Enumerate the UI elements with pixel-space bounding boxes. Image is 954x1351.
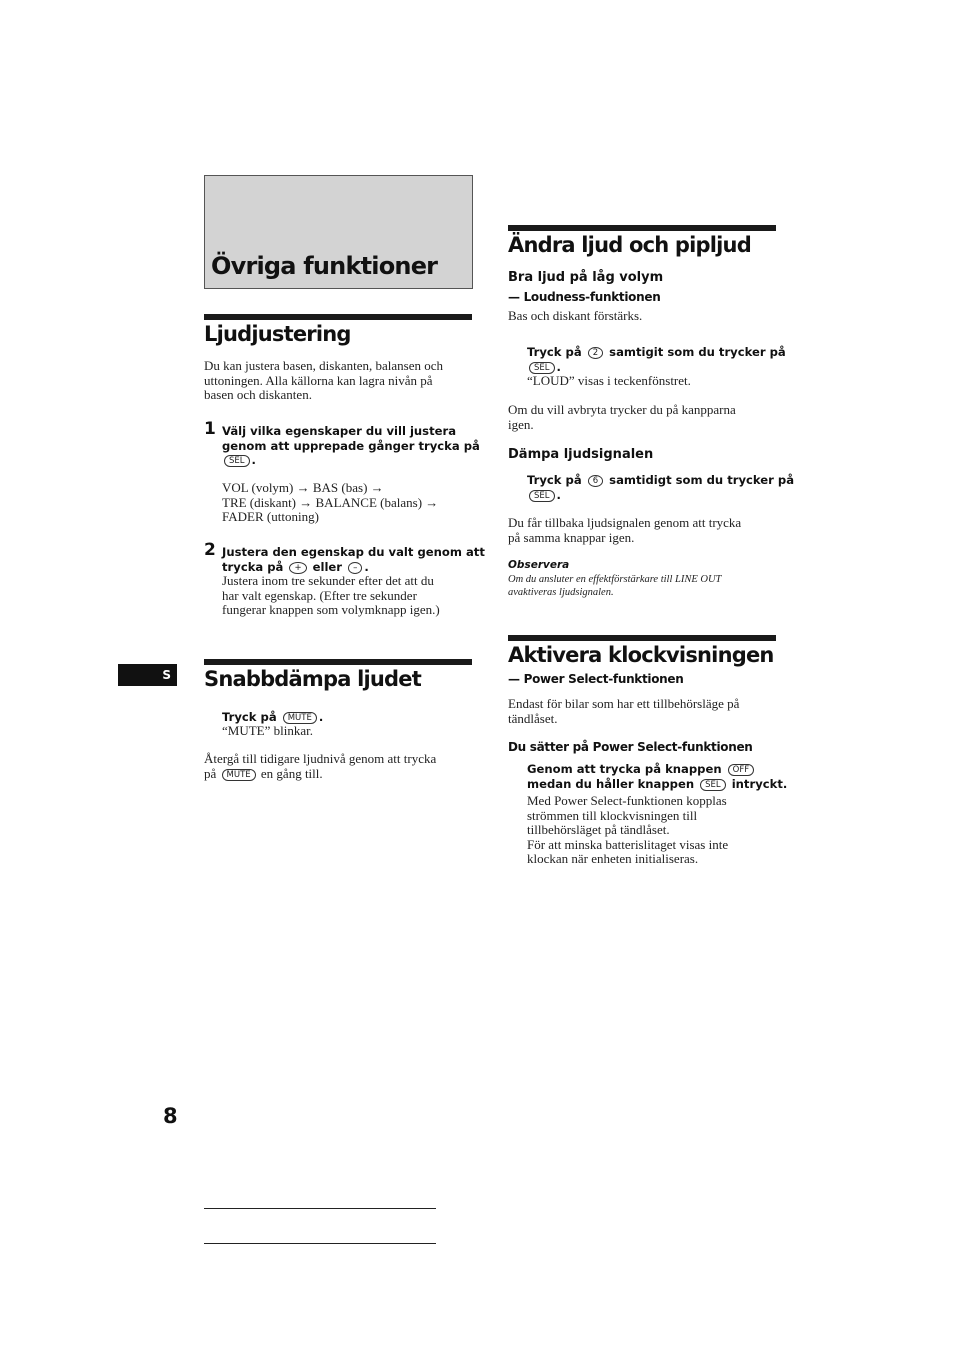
- loudness-text: Bas och diskant förstärks.: [508, 308, 643, 323]
- arrow-right-icon: →: [296, 480, 310, 495]
- sel-button[interactable]: SEL: [224, 455, 250, 467]
- text-span: en gång till.: [260, 765, 323, 781]
- text-line: [527, 345, 786, 360]
- text-line: SEL .: [527, 488, 794, 503]
- section-rule: [204, 314, 472, 320]
- text-line: Du får tillbaka ljudsignalen genom att trycka: [508, 515, 742, 530]
- button-6[interactable]: 6: [588, 475, 603, 487]
- text-span: Tryck på: [527, 345, 582, 359]
- heading-andra-ljud: Ändra ljud och pipljud: [508, 233, 751, 257]
- power-select-body: [527, 794, 728, 867]
- sel-button[interactable]: SEL: [700, 779, 726, 791]
- text-line: SEL .: [527, 360, 786, 375]
- text-line: strömmen till klockvisningen till: [527, 807, 698, 823]
- note-text: [508, 573, 721, 599]
- loudness-instruction: [527, 345, 786, 374]
- text-span: Genom att trycka på knappen: [527, 762, 722, 776]
- mute-para: [204, 752, 436, 781]
- sel-button[interactable]: SEL: [529, 362, 555, 374]
- subheading-dampa: Dämpa ljudsignalen: [508, 447, 654, 462]
- heading-ljudjustering: Ljudjustering: [204, 322, 351, 346]
- mute-text: “MUTE” blinkar.: [222, 723, 313, 738]
- text-line: genom att upprepade gånger trycka på: [222, 438, 480, 453]
- text-line: SEL .: [222, 453, 480, 468]
- step2-text: [222, 574, 440, 618]
- loudness-cancel: [508, 403, 736, 432]
- text-span: intryckt.: [731, 776, 788, 791]
- text-line: För att minska batterislitaget visas inte: [527, 836, 729, 852]
- subheading-power-select-on: Du sätter på Power Select-funktionen: [508, 740, 753, 754]
- text-span: Tryck på: [222, 710, 277, 724]
- text-line: [527, 777, 787, 792]
- section-rule: [204, 659, 472, 665]
- text-line: Justera den egenskap du valt genom att: [222, 545, 485, 559]
- subheading-loudness: Bra ljud på låg volym: [508, 270, 664, 285]
- seq-item: FADER (uttoning): [222, 509, 319, 525]
- loudness-result: “LOUD” visas i teckenfönstret.: [527, 373, 691, 388]
- minus-button[interactable]: –: [348, 562, 362, 574]
- sequence-line: [222, 496, 438, 511]
- text-line: klockan när enheten initialiseras.: [527, 851, 699, 867]
- step-number: 1: [204, 419, 216, 439]
- text-line: uttoningen. Alla källorna kan lagra nivån på: [204, 372, 433, 388]
- seq-item: BAS (bas): [312, 480, 368, 495]
- text-span: på: [204, 765, 217, 781]
- text-span: Tryck på: [527, 473, 582, 487]
- button-2[interactable]: 2: [588, 347, 603, 359]
- heading-aktivera: Aktivera klockvisningen: [508, 643, 774, 667]
- mute-instruction: Tryck på MUTE .: [222, 710, 324, 724]
- text-line: trycka på + eller – .: [222, 559, 369, 574]
- text-line: avaktiveras ljudsignalen.: [508, 587, 614, 598]
- arrow-right-icon: →: [370, 480, 384, 495]
- seq-item: BALANCE (balans): [315, 494, 423, 510]
- text-span: eller: [312, 559, 343, 574]
- text-line: Justera inom tre sekunder efter det att du: [222, 573, 434, 588]
- note-title: Observera: [508, 559, 570, 571]
- text-line: Återgå till tidigare ljudnivå genom att trycka: [204, 751, 437, 766]
- section-rule: [508, 225, 776, 231]
- sel-button[interactable]: SEL: [529, 490, 555, 502]
- text-line: Om du vill avbryta trycker du på kanpparna: [508, 402, 736, 417]
- step1-instruction: [222, 424, 480, 468]
- plus-button[interactable]: +: [289, 562, 306, 574]
- section-rule: [508, 635, 776, 641]
- text-line: har valt egenskap. (Efter tre sekunder: [222, 587, 417, 603]
- text-line: Med Power Select-funktionen kopplas: [527, 793, 727, 808]
- seq-item: VOL (volym): [222, 480, 294, 495]
- step2-instruction: [222, 545, 485, 574]
- tab-label: S: [162, 668, 171, 682]
- power-select-instruction: [527, 762, 787, 791]
- dampa-text: [508, 516, 741, 545]
- text-line: Du kan justera basen, diskanten, balansen och: [204, 358, 443, 373]
- mute-button[interactable]: MUTE: [283, 712, 317, 724]
- text-line: Välj vilka egenskaper du vill justera: [222, 424, 457, 438]
- text-line: igen.: [508, 416, 534, 432]
- text-span: samtigit som du trycker på: [609, 345, 786, 359]
- heading-snabbdampa: Snabbdämpa ljudet: [204, 667, 421, 691]
- text-line: tändlåset.: [508, 710, 558, 726]
- text-span: samtidigt som du trycker på: [609, 473, 795, 487]
- text-line: Endast för bilar som har ett tillbehörsläge på: [508, 696, 740, 711]
- sequence-line: [222, 481, 438, 496]
- step-number: 2: [204, 540, 216, 560]
- text-line: basen och diskanten.: [204, 387, 312, 403]
- ljud-intro: [204, 359, 443, 403]
- text-line: Om du ansluter en effektförstärkare till LINE OUT: [508, 574, 722, 585]
- page-title: Övriga funktioner: [211, 252, 438, 280]
- text-line: [527, 473, 794, 488]
- language-tab: [118, 664, 177, 686]
- dampa-instruction: [527, 473, 794, 502]
- footer-line: [204, 1208, 436, 1209]
- text-span: trycka på: [222, 559, 284, 574]
- text-line: på samma knappar igen.: [508, 529, 635, 545]
- text-span: medan du håller knappen: [527, 776, 695, 791]
- arrow-right-icon: →: [299, 494, 313, 510]
- text-line: [204, 767, 436, 782]
- subheading-loudness-function: — Loudness-funktionen: [508, 290, 661, 304]
- page-number: 8: [163, 1104, 178, 1128]
- subheading-power-select: — Power Select-funktionen: [508, 672, 684, 686]
- text-line: [527, 762, 787, 777]
- off-button[interactable]: OFF: [728, 764, 754, 776]
- arrow-right-icon: →: [425, 494, 439, 510]
- step1-sequence: [222, 481, 438, 525]
- footer-line: [204, 1243, 436, 1244]
- text-line: fungerar knappen som volymknapp igen.): [222, 602, 440, 618]
- seq-item: TRE (diskant): [222, 494, 297, 510]
- mute-button[interactable]: MUTE: [222, 769, 256, 781]
- aktivera-text: [508, 697, 739, 726]
- text-line: tillbehörsläget på tändlåset.: [527, 822, 670, 838]
- title-box: [204, 175, 473, 289]
